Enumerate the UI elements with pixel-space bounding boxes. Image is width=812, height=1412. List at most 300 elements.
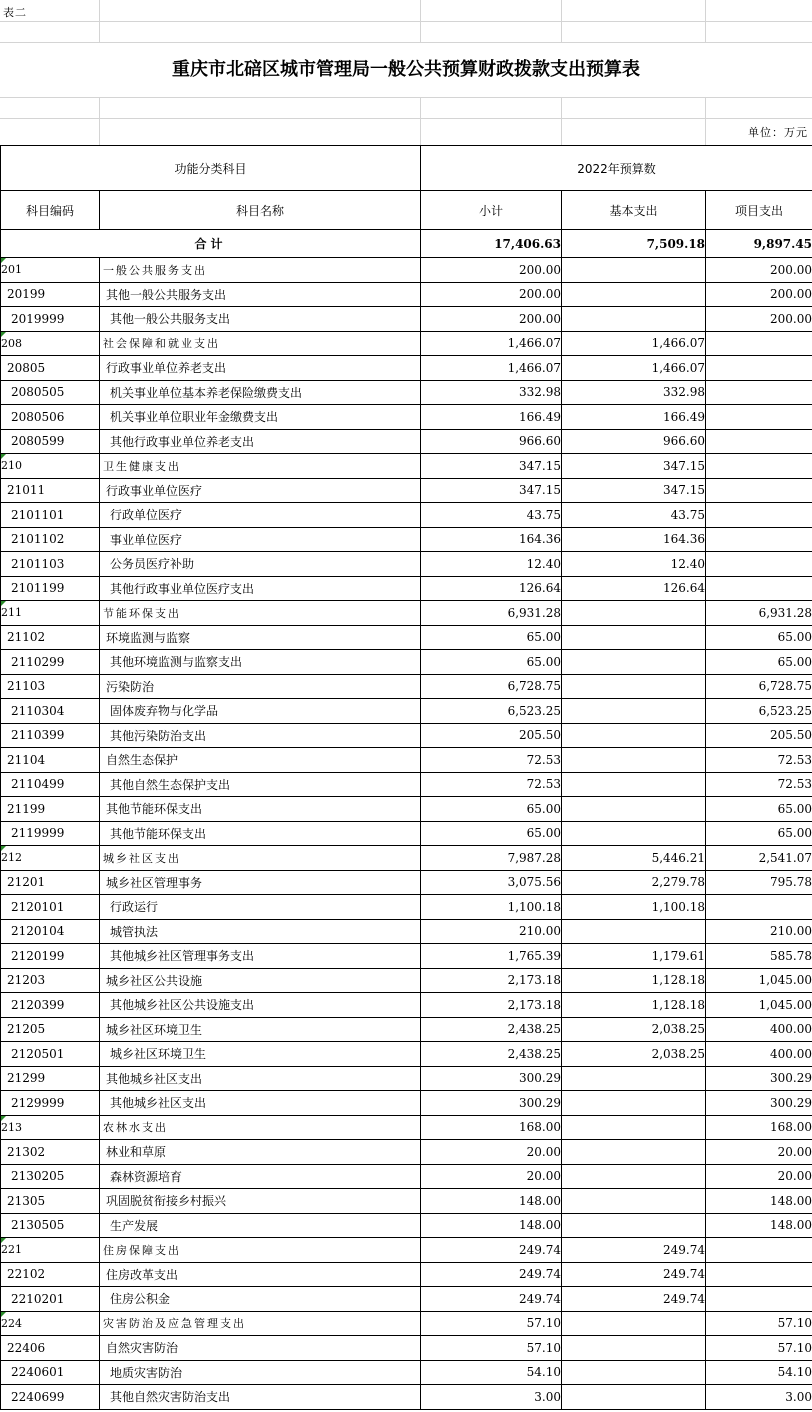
- cell-project: 400.00: [706, 1017, 812, 1042]
- cell-project: 1,045.00: [706, 968, 812, 993]
- cell-subtotal: 1,466.07: [421, 356, 562, 381]
- header-project: 项目支出: [706, 191, 812, 230]
- cell-subtotal: 20.00: [421, 1140, 562, 1165]
- cell-code: 20199: [1, 282, 100, 307]
- cell-project: 148.00: [706, 1189, 812, 1214]
- cell-name: 其他一般公共服务支出: [100, 307, 421, 332]
- cell-code: 2101101: [1, 503, 100, 528]
- cell-name: 地质灾害防治: [100, 1360, 421, 1385]
- cell-project: 200.00: [706, 307, 812, 332]
- total-label: 合计: [1, 230, 421, 258]
- cell-subtotal: 6,523.25: [421, 699, 562, 724]
- cell-name: 住房公积金: [100, 1287, 421, 1312]
- cell-project: 20.00: [706, 1140, 812, 1165]
- cell-name: 森林资源培育: [100, 1164, 421, 1189]
- cell-code: 21104: [1, 748, 100, 773]
- cell-code: 2119999: [1, 821, 100, 846]
- cell-basic: 332.98: [562, 380, 706, 405]
- cell-subtotal: 65.00: [421, 625, 562, 650]
- cell-subtotal: 3,075.56: [421, 870, 562, 895]
- cell-subtotal: 72.53: [421, 772, 562, 797]
- cell-code: 201: [1, 258, 100, 283]
- cell-name: 其他节能环保支出: [100, 821, 421, 846]
- cell-basic: [562, 772, 706, 797]
- header-functional: 功能分类科目: [1, 146, 421, 191]
- table-row: [1, 282, 812, 307]
- cell-code: 2130205: [1, 1164, 100, 1189]
- cell-basic: 1,466.07: [562, 356, 706, 381]
- cell-subtotal: 148.00: [421, 1213, 562, 1238]
- header-budget-year: 2022年预算数: [421, 146, 812, 191]
- table-row: [1, 797, 812, 822]
- cell-basic: 166.49: [562, 405, 706, 430]
- cell-subtotal: 2,173.18: [421, 968, 562, 993]
- cell-code: 21299: [1, 1066, 100, 1091]
- cell-name: 社会保障和就业支出: [100, 331, 421, 356]
- cell-basic: 1,100.18: [562, 895, 706, 920]
- cell-code: 2240601: [1, 1360, 100, 1385]
- cell-project: [706, 1262, 812, 1287]
- cell-project: 300.29: [706, 1066, 812, 1091]
- cell-basic: 966.60: [562, 429, 706, 454]
- cell-name: 其他环境监测与监察支出: [100, 650, 421, 675]
- cell-subtotal: 249.74: [421, 1238, 562, 1263]
- cell-subtotal: 1,765.39: [421, 944, 562, 969]
- cell-name: 机关事业单位基本养老保险缴费支出: [100, 380, 421, 405]
- cell-project: 2,541.07: [706, 846, 812, 871]
- table-row: [1, 1140, 812, 1165]
- sheet-label: 表二: [3, 6, 27, 19]
- cell-basic: [562, 699, 706, 724]
- cell-code: 2019999: [1, 307, 100, 332]
- cell-subtotal: 1,466.07: [421, 331, 562, 356]
- cell-basic: [562, 674, 706, 699]
- table-row: [1, 1336, 812, 1361]
- table-row: [1, 1164, 812, 1189]
- cell-subtotal: 57.10: [421, 1311, 562, 1336]
- cell-subtotal: 65.00: [421, 797, 562, 822]
- cell-code: 2240699: [1, 1385, 100, 1410]
- cell-code: 2080506: [1, 405, 100, 430]
- cell-code: 22406: [1, 1336, 100, 1361]
- cell-project: [706, 895, 812, 920]
- cell-code: 2120104: [1, 919, 100, 944]
- table-row: [1, 454, 812, 479]
- cell-subtotal: 966.60: [421, 429, 562, 454]
- header-row-1: [1, 146, 812, 191]
- cell-name: 一般公共服务支出: [100, 258, 421, 283]
- cell-basic: 347.15: [562, 454, 706, 479]
- cell-project: [706, 1287, 812, 1312]
- cell-code: 211: [1, 601, 100, 626]
- cell-project: 65.00: [706, 821, 812, 846]
- cell-code: 208: [1, 331, 100, 356]
- cell-basic: [562, 797, 706, 822]
- cell-project: 57.10: [706, 1311, 812, 1336]
- cell-name: 行政单位医疗: [100, 503, 421, 528]
- cell-basic: 2,279.78: [562, 870, 706, 895]
- table-row: [1, 821, 812, 846]
- cell-code: 2130505: [1, 1213, 100, 1238]
- cell-code: 2210201: [1, 1287, 100, 1312]
- cell-subtotal: 347.15: [421, 454, 562, 479]
- cell-code: 2101103: [1, 552, 100, 577]
- total-row: [1, 230, 812, 258]
- cell-code: 21102: [1, 625, 100, 650]
- cell-name: 固体废弃物与化学品: [100, 699, 421, 724]
- cell-subtotal: 200.00: [421, 282, 562, 307]
- table-row: [1, 478, 812, 503]
- table-row: [1, 1042, 812, 1067]
- cell-name: 城管执法: [100, 919, 421, 944]
- cell-name: 住房保障支出: [100, 1238, 421, 1263]
- cell-basic: [562, 748, 706, 773]
- cell-project: 65.00: [706, 625, 812, 650]
- cell-name: 城乡社区公共设施: [100, 968, 421, 993]
- cell-subtotal: 57.10: [421, 1336, 562, 1361]
- cell-basic: [562, 601, 706, 626]
- cell-subtotal: 332.98: [421, 380, 562, 405]
- cell-basic: [562, 625, 706, 650]
- table-row: [1, 307, 812, 332]
- table-row: [1, 380, 812, 405]
- cell-name: 行政运行: [100, 895, 421, 920]
- grid-line: [0, 118, 812, 119]
- cell-project: 200.00: [706, 258, 812, 283]
- table-row: [1, 919, 812, 944]
- cell-project: 210.00: [706, 919, 812, 944]
- cell-subtotal: 210.00: [421, 919, 562, 944]
- cell-basic: 126.64: [562, 576, 706, 601]
- cell-project: 54.10: [706, 1360, 812, 1385]
- table-row: [1, 1360, 812, 1385]
- cell-code: 22102: [1, 1262, 100, 1287]
- cell-basic: [562, 1066, 706, 1091]
- cell-project: 20.00: [706, 1164, 812, 1189]
- cell-code: 2120101: [1, 895, 100, 920]
- cell-name: 农林水支出: [100, 1115, 421, 1140]
- cell-code: 21103: [1, 674, 100, 699]
- cell-basic: [562, 1360, 706, 1385]
- cell-name: 其他污染防治支出: [100, 723, 421, 748]
- cell-basic: [562, 1189, 706, 1214]
- cell-code: 21305: [1, 1189, 100, 1214]
- cell-code: 2120501: [1, 1042, 100, 1067]
- cell-name: 自然灾害防治: [100, 1336, 421, 1361]
- cell-subtotal: 72.53: [421, 748, 562, 773]
- table-row: [1, 1091, 812, 1116]
- cell-subtotal: 54.10: [421, 1360, 562, 1385]
- cell-code: 212: [1, 846, 100, 871]
- cell-code: 224: [1, 1311, 100, 1336]
- cell-code: 21011: [1, 478, 100, 503]
- cell-code: 2110399: [1, 723, 100, 748]
- cell-name: 城乡社区环境卫生: [100, 1017, 421, 1042]
- cell-name: 其他节能环保支出: [100, 797, 421, 822]
- table-row: [1, 1017, 812, 1042]
- cell-code: 21201: [1, 870, 100, 895]
- cell-basic: 43.75: [562, 503, 706, 528]
- cell-project: 72.53: [706, 772, 812, 797]
- cell-subtotal: 148.00: [421, 1189, 562, 1214]
- cell-project: 72.53: [706, 748, 812, 773]
- cell-project: 300.29: [706, 1091, 812, 1116]
- cell-subtotal: 20.00: [421, 1164, 562, 1189]
- cell-project: [706, 503, 812, 528]
- table-row: [1, 1262, 812, 1287]
- cell-code: 2110299: [1, 650, 100, 675]
- cell-project: [706, 552, 812, 577]
- table-row: [1, 1287, 812, 1312]
- cell-name: 事业单位医疗: [100, 527, 421, 552]
- cell-subtotal: 347.15: [421, 478, 562, 503]
- cell-subtotal: 168.00: [421, 1115, 562, 1140]
- cell-project: [706, 527, 812, 552]
- table-row: [1, 1189, 812, 1214]
- total-basic: 7,509.18: [562, 230, 706, 258]
- cell-basic: [562, 1311, 706, 1336]
- cell-subtotal: 166.49: [421, 405, 562, 430]
- cell-name: 卫生健康支出: [100, 454, 421, 479]
- table-row: [1, 1066, 812, 1091]
- cell-basic: [562, 919, 706, 944]
- table-row: [1, 601, 812, 626]
- cell-code: 2110304: [1, 699, 100, 724]
- cell-subtotal: 2,438.25: [421, 1042, 562, 1067]
- cell-name: 其他自然生态保护支出: [100, 772, 421, 797]
- cell-project: [706, 1238, 812, 1263]
- table-row: [1, 1213, 812, 1238]
- cell-basic: [562, 1091, 706, 1116]
- cell-name: 行政事业单位医疗: [100, 478, 421, 503]
- cell-basic: 249.74: [562, 1262, 706, 1287]
- table-row: [1, 1311, 812, 1336]
- total-subtotal: 17,406.63: [421, 230, 562, 258]
- table-row: [1, 772, 812, 797]
- cell-name: 其他城乡社区公共设施支出: [100, 993, 421, 1018]
- header-row-2: [1, 191, 812, 230]
- table-row: [1, 846, 812, 871]
- table-row: [1, 356, 812, 381]
- cell-project: 65.00: [706, 650, 812, 675]
- cell-basic: [562, 1164, 706, 1189]
- cell-subtotal: 65.00: [421, 650, 562, 675]
- cell-basic: [562, 258, 706, 283]
- table-row: [1, 405, 812, 430]
- table-row: [1, 944, 812, 969]
- cell-subtotal: 205.50: [421, 723, 562, 748]
- cell-name: 巩固脱贫衔接乡村振兴: [100, 1189, 421, 1214]
- cell-project: [706, 478, 812, 503]
- cell-subtotal: 2,438.25: [421, 1017, 562, 1042]
- cell-basic: 2,038.25: [562, 1042, 706, 1067]
- cell-name: 其他行政事业单位养老支出: [100, 429, 421, 454]
- cell-subtotal: 6,728.75: [421, 674, 562, 699]
- cell-name: 行政事业单位养老支出: [100, 356, 421, 381]
- cell-project: 168.00: [706, 1115, 812, 1140]
- cell-name: 其他城乡社区支出: [100, 1091, 421, 1116]
- cell-basic: [562, 1115, 706, 1140]
- cell-subtotal: 126.64: [421, 576, 562, 601]
- grid-line: [0, 21, 812, 22]
- cell-project: 400.00: [706, 1042, 812, 1067]
- cell-subtotal: 7,987.28: [421, 846, 562, 871]
- cell-subtotal: 43.75: [421, 503, 562, 528]
- cell-project: 65.00: [706, 797, 812, 822]
- table-row: [1, 429, 812, 454]
- cell-basic: [562, 1336, 706, 1361]
- header-basic: 基本支出: [562, 191, 706, 230]
- cell-project: 205.50: [706, 723, 812, 748]
- table-row: [1, 650, 812, 675]
- cell-name: 节能环保支出: [100, 601, 421, 626]
- cell-basic: 1,466.07: [562, 331, 706, 356]
- cell-name: 其他自然灾害防治支出: [100, 1385, 421, 1410]
- table-row: [1, 895, 812, 920]
- table-row: [1, 699, 812, 724]
- table-row: [1, 1385, 812, 1410]
- cell-name: 城乡社区环境卫生: [100, 1042, 421, 1067]
- cell-name: 环境监测与监察: [100, 625, 421, 650]
- cell-subtotal: 300.29: [421, 1091, 562, 1116]
- cell-project: [706, 429, 812, 454]
- cell-basic: 1,179.61: [562, 944, 706, 969]
- cell-code: 210: [1, 454, 100, 479]
- cell-project: 200.00: [706, 282, 812, 307]
- cell-basic: [562, 650, 706, 675]
- table-row: [1, 1238, 812, 1263]
- cell-basic: [562, 723, 706, 748]
- cell-project: [706, 356, 812, 381]
- cell-name: 生产发展: [100, 1213, 421, 1238]
- cell-name: 其他城乡社区管理事务支出: [100, 944, 421, 969]
- cell-project: 6,931.28: [706, 601, 812, 626]
- budget-table: [0, 145, 812, 1410]
- cell-code: 213: [1, 1115, 100, 1140]
- cell-project: [706, 405, 812, 430]
- cell-subtotal: 2,173.18: [421, 993, 562, 1018]
- table-row: [1, 552, 812, 577]
- cell-name: 其他城乡社区支出: [100, 1066, 421, 1091]
- cell-code: 2129999: [1, 1091, 100, 1116]
- cell-name: 其他一般公共服务支出: [100, 282, 421, 307]
- cell-basic: 249.74: [562, 1238, 706, 1263]
- cell-project: 585.78: [706, 944, 812, 969]
- cell-subtotal: 200.00: [421, 307, 562, 332]
- table-row: [1, 527, 812, 552]
- cell-project: 3.00: [706, 1385, 812, 1410]
- header-name: 科目名称: [100, 191, 421, 230]
- table-row: [1, 993, 812, 1018]
- cell-basic: [562, 282, 706, 307]
- cell-subtotal: 300.29: [421, 1066, 562, 1091]
- table-row: [1, 674, 812, 699]
- cell-project: [706, 576, 812, 601]
- cell-basic: [562, 1140, 706, 1165]
- cell-code: 2101199: [1, 576, 100, 601]
- cell-code: 221: [1, 1238, 100, 1263]
- total-project: 9,897.45: [706, 230, 812, 258]
- cell-code: 2120399: [1, 993, 100, 1018]
- cell-basic: [562, 1385, 706, 1410]
- table-row: [1, 723, 812, 748]
- cell-name: 灾害防治及应急管理支出: [100, 1311, 421, 1336]
- table-row: [1, 748, 812, 773]
- cell-name: 住房改革支出: [100, 1262, 421, 1287]
- page-title: 重庆市北碚区城市管理局一般公共预算财政拨款支出预算表: [0, 42, 812, 98]
- header-code: 科目编码: [1, 191, 100, 230]
- cell-subtotal: 6,931.28: [421, 601, 562, 626]
- cell-basic: 12.40: [562, 552, 706, 577]
- cell-project: 6,523.25: [706, 699, 812, 724]
- cell-name: 林业和草原: [100, 1140, 421, 1165]
- cell-subtotal: 1,100.18: [421, 895, 562, 920]
- cell-basic: [562, 821, 706, 846]
- cell-name: 其他行政事业单位医疗支出: [100, 576, 421, 601]
- cell-code: 2120199: [1, 944, 100, 969]
- cell-project: 148.00: [706, 1213, 812, 1238]
- cell-name: 机关事业单位职业年金缴费支出: [100, 405, 421, 430]
- cell-name: 自然生态保护: [100, 748, 421, 773]
- cell-project: 1,045.00: [706, 993, 812, 1018]
- cell-subtotal: 3.00: [421, 1385, 562, 1410]
- cell-name: 城乡社区支出: [100, 846, 421, 871]
- cell-code: 2080505: [1, 380, 100, 405]
- cell-subtotal: 249.74: [421, 1262, 562, 1287]
- cell-project: [706, 454, 812, 479]
- cell-code: 21199: [1, 797, 100, 822]
- cell-subtotal: 12.40: [421, 552, 562, 577]
- cell-project: 6,728.75: [706, 674, 812, 699]
- cell-basic: 347.15: [562, 478, 706, 503]
- cell-code: 2080599: [1, 429, 100, 454]
- cell-project: [706, 380, 812, 405]
- cell-subtotal: 249.74: [421, 1287, 562, 1312]
- cell-code: 21302: [1, 1140, 100, 1165]
- cell-code: 21205: [1, 1017, 100, 1042]
- table-row: [1, 576, 812, 601]
- cell-basic: [562, 1213, 706, 1238]
- table-row: [1, 870, 812, 895]
- cell-subtotal: 65.00: [421, 821, 562, 846]
- table-row: [1, 258, 812, 283]
- cell-basic: 2,038.25: [562, 1017, 706, 1042]
- cell-name: 公务员医疗补助: [100, 552, 421, 577]
- cell-basic: 249.74: [562, 1287, 706, 1312]
- cell-project: [706, 331, 812, 356]
- cell-basic: 1,128.18: [562, 993, 706, 1018]
- cell-basic: [562, 307, 706, 332]
- cell-basic: 5,446.21: [562, 846, 706, 871]
- table-row: [1, 1115, 812, 1140]
- cell-basic: 1,128.18: [562, 968, 706, 993]
- cell-project: 57.10: [706, 1336, 812, 1361]
- header-subtotal: 小计: [421, 191, 562, 230]
- cell-code: 2110499: [1, 772, 100, 797]
- cell-code: 2101102: [1, 527, 100, 552]
- unit-label: 单位：万元: [748, 126, 808, 139]
- cell-basic: 164.36: [562, 527, 706, 552]
- cell-code: 21203: [1, 968, 100, 993]
- sheet-top-area: [0, 0, 812, 145]
- cell-name: 污染防治: [100, 674, 421, 699]
- cell-code: 20805: [1, 356, 100, 381]
- table-row: [1, 503, 812, 528]
- table-row: [1, 968, 812, 993]
- cell-name: 城乡社区管理事务: [100, 870, 421, 895]
- table-row: [1, 331, 812, 356]
- cell-subtotal: 164.36: [421, 527, 562, 552]
